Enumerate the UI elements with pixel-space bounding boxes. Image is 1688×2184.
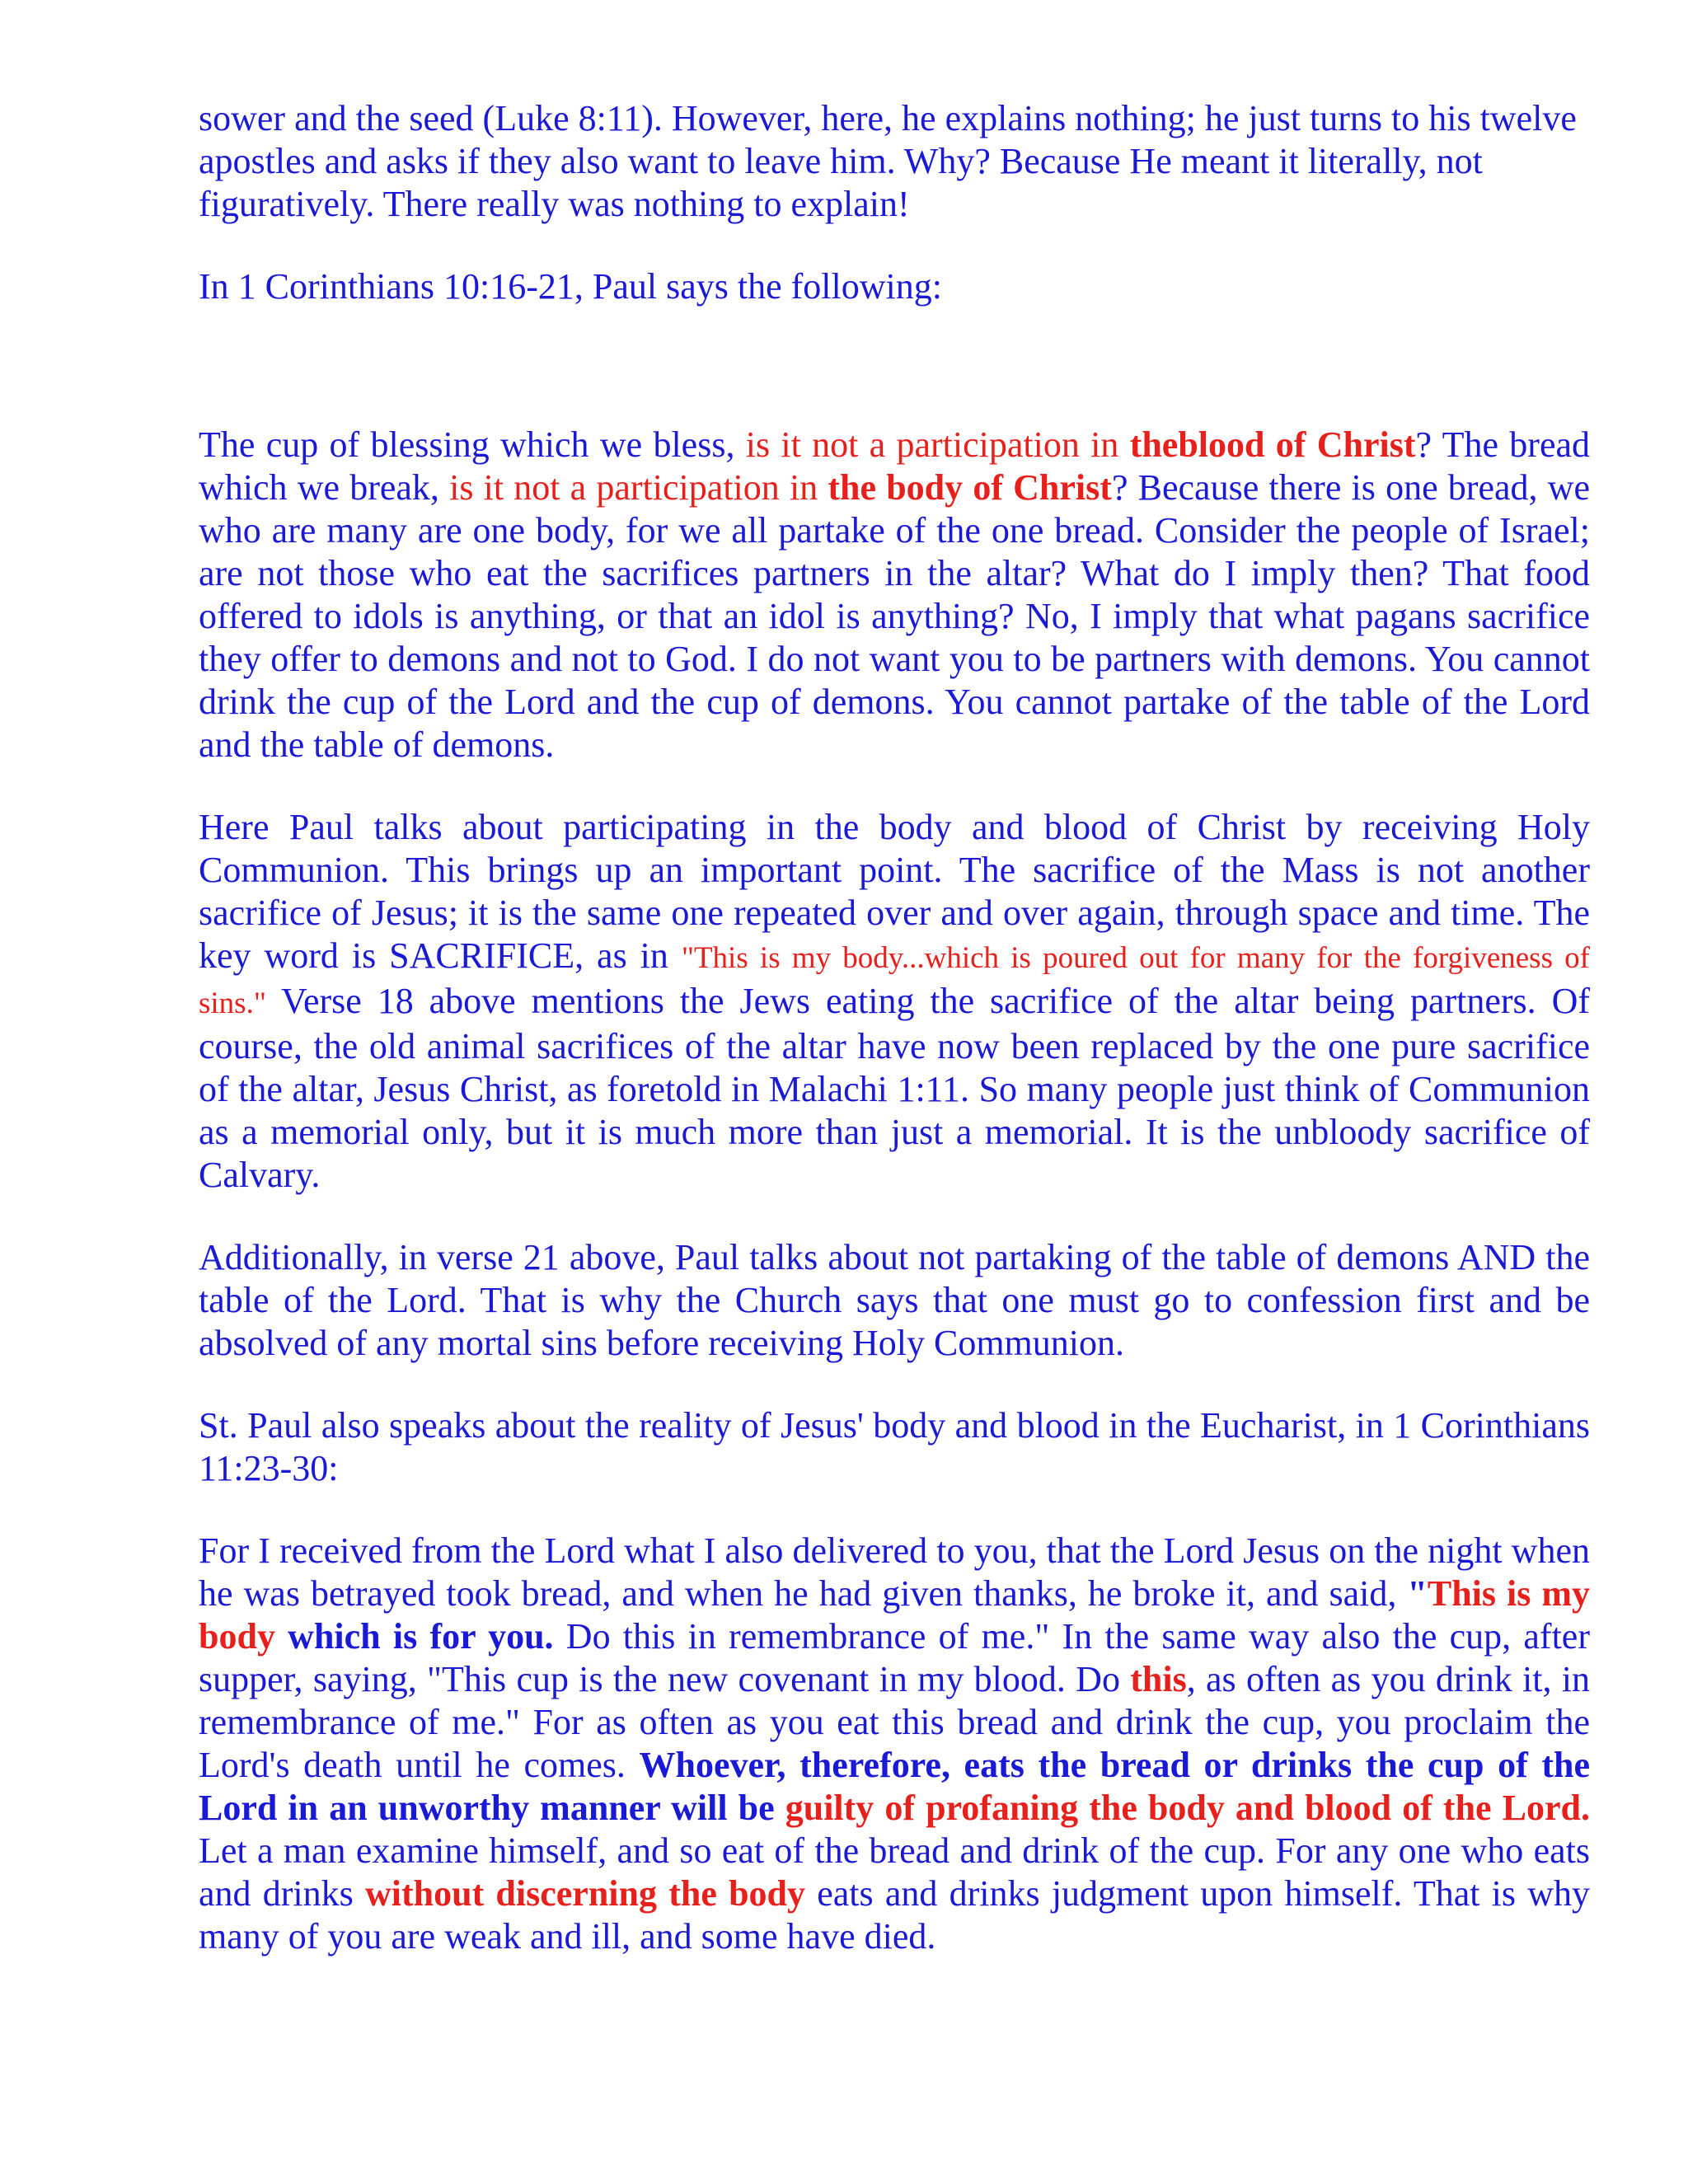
document-page	[199, 97, 1590, 1998]
paragraph-sacrifice	[199, 806, 1590, 1197]
quote2-text: eats and drinks judgment upon himself. That is why many of you are weak and ill, and some have died.	[199, 1873, 1591, 1957]
paragraph-sacrifice-text: Here Paul talks about participating in the body and blood of Christ by receiving Holy Communion. This brings up an important point. The sacrifice of the Mass is not another sacrifice of Jesus; it is the same one repeated over and over again, through space and time. The key word is SACRIFICE, as in	[199, 807, 1590, 976]
quote2-emphasis: without discerning the body	[364, 1873, 806, 1914]
paragraph-additionally: Additionally, in verse 21 above, Paul talks about not partaking of the table of demons AND the table of the Lord. That is why the Church says that one must go to confession first and be absolved of any mortal sins before receiving Holy Communion.	[199, 1237, 1590, 1363]
quote2-emphasis: this	[1130, 1659, 1187, 1699]
quote-corinthians-11	[199, 1530, 1590, 1958]
quote2-bold: Whoever, therefore, eats the bread or drinks the cup of the Lord in an unworthy manner will be	[199, 1745, 1590, 1828]
quote2-text: , as often as you drink it, in remembrance of me." For as often as you eat this bread and drink the cup, you proclaim the Lord's death until he comes.	[199, 1659, 1590, 1785]
paragraph-sacrifice-quote: "This is my body...which is poured out for many for the forgiveness of sins."	[199, 941, 1590, 1020]
quote2-text: Let a man examine himself, and so eat of the bread and drink of the cup. For any one who eats and drinks	[199, 1830, 1590, 1914]
quote2-emphasis: This is my body	[199, 1573, 1591, 1657]
quote1-text: ? The bread which we break,	[199, 424, 1590, 508]
quote2-emphasis: guilty of profaning the body and blood of the Lord.	[785, 1788, 1590, 1828]
paragraph-sacrifice-text: Verse 18 above mentions the Jews eating the sacrifice of the altar being partners. Of course, the old animal sacrifices of the altar have now been replaced by the one pure sacrifice of the altar, Jesus Christ, as foretold in Malachi 1:11. So many people just think of Communion as a memorial only, but it is much more than just a memorial. It is the unbloody sacrifice of Calvary.	[199, 981, 1590, 1195]
quote1-text: ? Because there is one bread, we who are many are one body, for we all partake of the one bread. Consider the people of Israel; are not those who eat the sacrifices partners in the altar? What do I imply then? That food offered to idols is anything, or that an idol is anything? No, I imply that what pagans sacrifice they offer to demons and not to God. I do not want you to be partners with demons. You cannot drink the cup of the Lord and the cup of demons. You cannot partake of the table of the Lord and the table of demons.	[199, 467, 1590, 765]
paragraph-corinthians-intro: In 1 Corinthians 10:16-21, Paul says the following:	[199, 266, 942, 307]
quote1-highlight: is it not a participation in	[449, 467, 828, 508]
quote2-text: Do this in remembrance of me." In the same way also the cup, after supper, saying, "This cup is the new covenant in my blood. Do	[199, 1616, 1590, 1699]
quote1-text: The cup of blessing which we bless,	[199, 424, 746, 465]
quote1-highlight: is it not a participation in	[745, 424, 1130, 465]
quote2-text: For I received from the Lord what I also delivered to you, that the Lord Jesus on the night when he was betrayed took bread, and when he had given thanks, he broke it, and said,	[199, 1530, 1590, 1614]
quote1-emphasis: the body of Christ	[828, 467, 1112, 508]
paragraph-sower-seed: sower and the seed (Luke 8:11). However, here, he explains nothing; he just turns to his twelve apostles and asks if they also want to leave him. Why? Because He meant it literally, not figuratively. There really was nothing to explain!	[199, 98, 1577, 224]
quote2-bold: which is for you.	[274, 1616, 554, 1657]
quote-corinthians-10	[199, 424, 1590, 766]
quote1-emphasis: theblood of Christ	[1129, 424, 1416, 465]
paragraph-st-paul: St. Paul also speaks about the reality of Jesus' body and blood in the Eucharist, in 1 Corinthians 11:23-30:	[199, 1405, 1590, 1488]
quote2-open-quote: "	[1407, 1573, 1428, 1614]
